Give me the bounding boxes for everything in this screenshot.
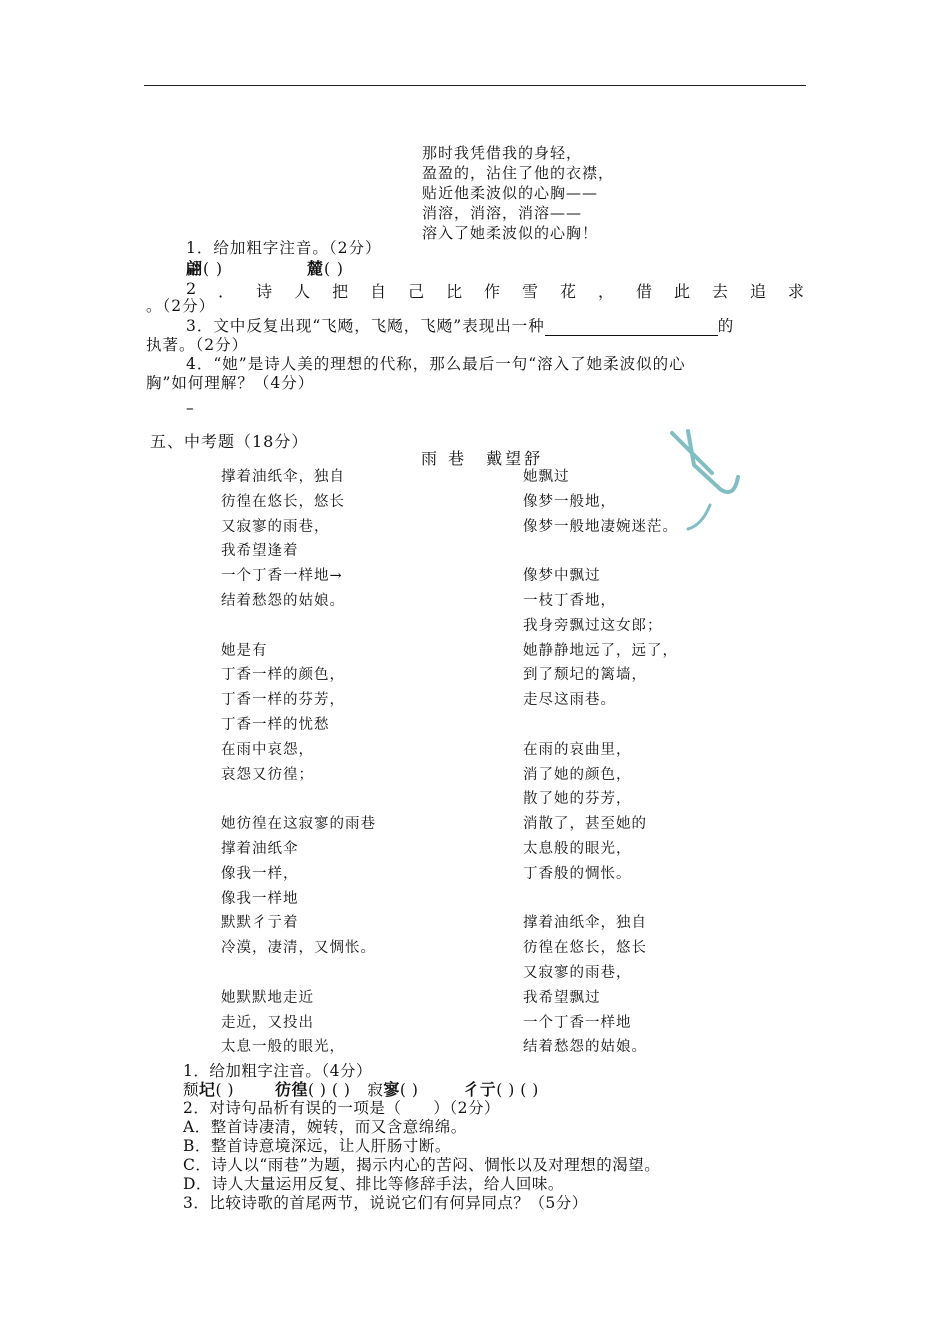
question-2-char: 人 — [294, 282, 311, 301]
poem-right-column — [523, 465, 678, 1060]
poem-line: 像梦一般地凄婉迷茫。 — [523, 518, 678, 535]
poem-line: 消散了，甚至她的 — [523, 816, 647, 833]
question-3-end: 的 — [717, 317, 735, 335]
poem-line: 她默默地走近 — [221, 989, 314, 1006]
poem-title: 雨 巷 戴望舒 — [421, 449, 544, 468]
poem-line: 彷徨在悠长，悠长 — [221, 493, 345, 510]
poem-line: 丁香一样的忧愁 — [221, 716, 330, 733]
pinyin-item: 寂寥( ) — [367, 1080, 419, 1099]
section-heading: 五、中考题（18分） — [150, 432, 309, 451]
poem-line: 她彷徨在这寂寥的雨巷 — [221, 816, 376, 833]
option-b: B．整首诗意境深远，让人肝肠寸断。 — [183, 1137, 451, 1155]
question-4-line1: 4．“她”是诗人美的理想的代称，那么最后一句“溶入了她柔波似的心 — [186, 355, 686, 373]
poem-line: 她是有 — [221, 642, 268, 659]
question-2-char: 自 — [370, 282, 387, 301]
question-2-char: 花 — [560, 282, 577, 301]
poem-line: 一个丁香一样地 — [523, 1014, 632, 1031]
question-2-char: 求 — [787, 282, 804, 301]
poem-line: 一个丁香一样地→ — [221, 568, 343, 585]
poem-line: 走近，又投出 — [221, 1014, 314, 1031]
poem-line — [221, 614, 376, 639]
pinyin-blank[interactable]: ( ) — [203, 260, 224, 278]
poem-line: 又寂寥的雨巷， — [523, 964, 632, 981]
answer-dash: – — [186, 399, 195, 417]
option-d: D．诗人大量运用反复、排比等修辞手法，给人回味。 — [183, 1175, 564, 1193]
poem-line: 太息一般的眼光， — [221, 1039, 345, 1056]
poem-line: 到了颓圮的篱墙， — [523, 667, 647, 684]
poem-line — [221, 787, 376, 812]
question-2-char: ， — [598, 282, 615, 301]
question-2-char: 去 — [711, 282, 728, 301]
question-3 — [186, 317, 734, 336]
question-1: 1．给加粗字注音。（2分） — [186, 239, 382, 257]
poem-line: 在雨的哀曲里， — [523, 741, 632, 758]
pinyin-blank[interactable]: ( ) ( ) — [307, 1081, 351, 1099]
poem-line: 又寂寥的雨巷， — [221, 518, 330, 535]
s5-question-1: 1．给加粗字注音。（4分） — [183, 1062, 372, 1080]
poem-line: 我身旁飘过这女郎； — [523, 617, 663, 634]
question-2-char: ． — [218, 282, 235, 301]
question-2-tail: 。（2分） — [146, 297, 216, 315]
poem-line: 哀怨又彷徨； — [221, 766, 314, 783]
poem-line: 走尽这雨巷。 — [523, 692, 616, 709]
s5-question-1-items — [183, 1080, 539, 1100]
poem-line: 丁香一样的颜色， — [221, 667, 345, 684]
poem-line: 结着愁怨的姑娘。 — [221, 592, 345, 609]
question-2-char: 己 — [408, 282, 425, 301]
pinyin-item: 颓圮( ) — [183, 1080, 235, 1099]
question-2-char: 比 — [446, 282, 463, 301]
poem-excerpt — [422, 143, 614, 243]
poem-line: 在雨中哀怨， — [221, 741, 314, 758]
question-3-text: 3．文中反复出现“飞飏，飞飏，飞飏”表现出一种 — [186, 317, 545, 335]
poem-line: 她飘过 — [523, 469, 570, 485]
poem-line — [523, 539, 678, 564]
poem-line: 盈盈的，沾住了他的衣襟， — [422, 164, 615, 182]
pinyin-blank[interactable]: ( ) — [399, 1081, 419, 1099]
pinyin-item: 彷徨( ) ( ) — [274, 1080, 351, 1099]
poem-line — [523, 887, 678, 912]
poem-line: 冷漠，凄清，又惆怅。 — [221, 940, 376, 957]
poem-line: 撑着油纸伞，独自 — [523, 915, 647, 932]
poem-line: 贴近他柔波似的心胸—— — [422, 184, 599, 202]
poem-line: 那时我凭借我的身轻， — [422, 144, 583, 162]
question-2-char: 借 — [635, 282, 652, 301]
header-rule — [144, 85, 806, 86]
poem-line: 像梦一般地， — [523, 493, 616, 510]
poem-line: 像我一样地 — [221, 890, 299, 907]
poem-line: 她静静地远了，远了， — [523, 642, 678, 659]
poem-line — [523, 713, 678, 738]
poem-line: 撑着油纸伞 — [221, 840, 299, 857]
question-2-char: 此 — [673, 282, 690, 301]
question-1-items — [186, 259, 344, 279]
poem-line: 撑着油纸伞，独自 — [221, 469, 345, 485]
poem-line: 像梦中飘过 — [523, 568, 601, 585]
poem-line: 结着愁怨的姑娘。 — [523, 1039, 647, 1056]
question-2-char: 把 — [332, 282, 349, 301]
s5-question-2: 2．对诗句品析有误的一项是（ ）（2分） — [183, 1099, 500, 1117]
poem-line: 散了她的芬芳， — [523, 791, 632, 808]
poem-line: 太息般的眼光， — [523, 840, 632, 857]
pinyin-blank[interactable]: ( ) ( ) — [496, 1081, 539, 1099]
poem-line: 我希望逢着 — [221, 543, 299, 560]
option-c: C．诗人以“雨巷”为题，揭示内心的苦闷、惆怅以及对理想的渴望。 — [183, 1156, 661, 1174]
question-2-char: 作 — [484, 282, 501, 301]
answer-blank[interactable] — [545, 320, 718, 336]
question-2-char: 2 — [186, 279, 197, 298]
poem-line: 我希望飘过 — [523, 989, 601, 1006]
poem-line — [221, 961, 376, 986]
poem-line: 丁香般的惆怅。 — [523, 865, 632, 882]
question-2-char: 追 — [749, 282, 766, 301]
poem-line: 消了她的颜色， — [523, 766, 632, 783]
question-3-line2: 执著。（2分） — [146, 336, 249, 354]
question-2-char: 诗 — [256, 282, 273, 301]
poem-line: 溶入了她柔波似的心胸！ — [422, 224, 599, 242]
poem-line: 一枝丁香地， — [523, 592, 616, 609]
question-4-line2: 胸”如何理解？（4分） — [146, 374, 315, 392]
poem-line: 丁香一样的芬芳， — [221, 692, 345, 709]
s5-question-3: 3．比较诗歌的首尾两节，说说它们有何异同点？（5分） — [183, 1194, 588, 1212]
poem-left-column — [221, 465, 376, 1060]
bold-char: 麓 — [306, 259, 324, 278]
poem-line: 彷徨在悠长，悠长 — [523, 940, 647, 957]
pinyin-item: 彳亍( ) ( ) — [463, 1080, 539, 1099]
poem-line: 像我一样， — [221, 865, 299, 882]
pinyin-blank[interactable]: ( ) — [323, 260, 344, 278]
pinyin-blank[interactable]: ( ) — [215, 1081, 235, 1099]
question-2-line — [186, 279, 804, 302]
bold-char: 翩 — [186, 259, 204, 278]
poem-line: 消溶，消溶，消溶—— — [422, 204, 583, 222]
question-2-char: 雪 — [522, 282, 539, 301]
poem-line: 默默彳亍着 — [221, 915, 299, 932]
option-a: A．整首诗凄清，婉转，而又含意绵绵。 — [183, 1118, 467, 1136]
